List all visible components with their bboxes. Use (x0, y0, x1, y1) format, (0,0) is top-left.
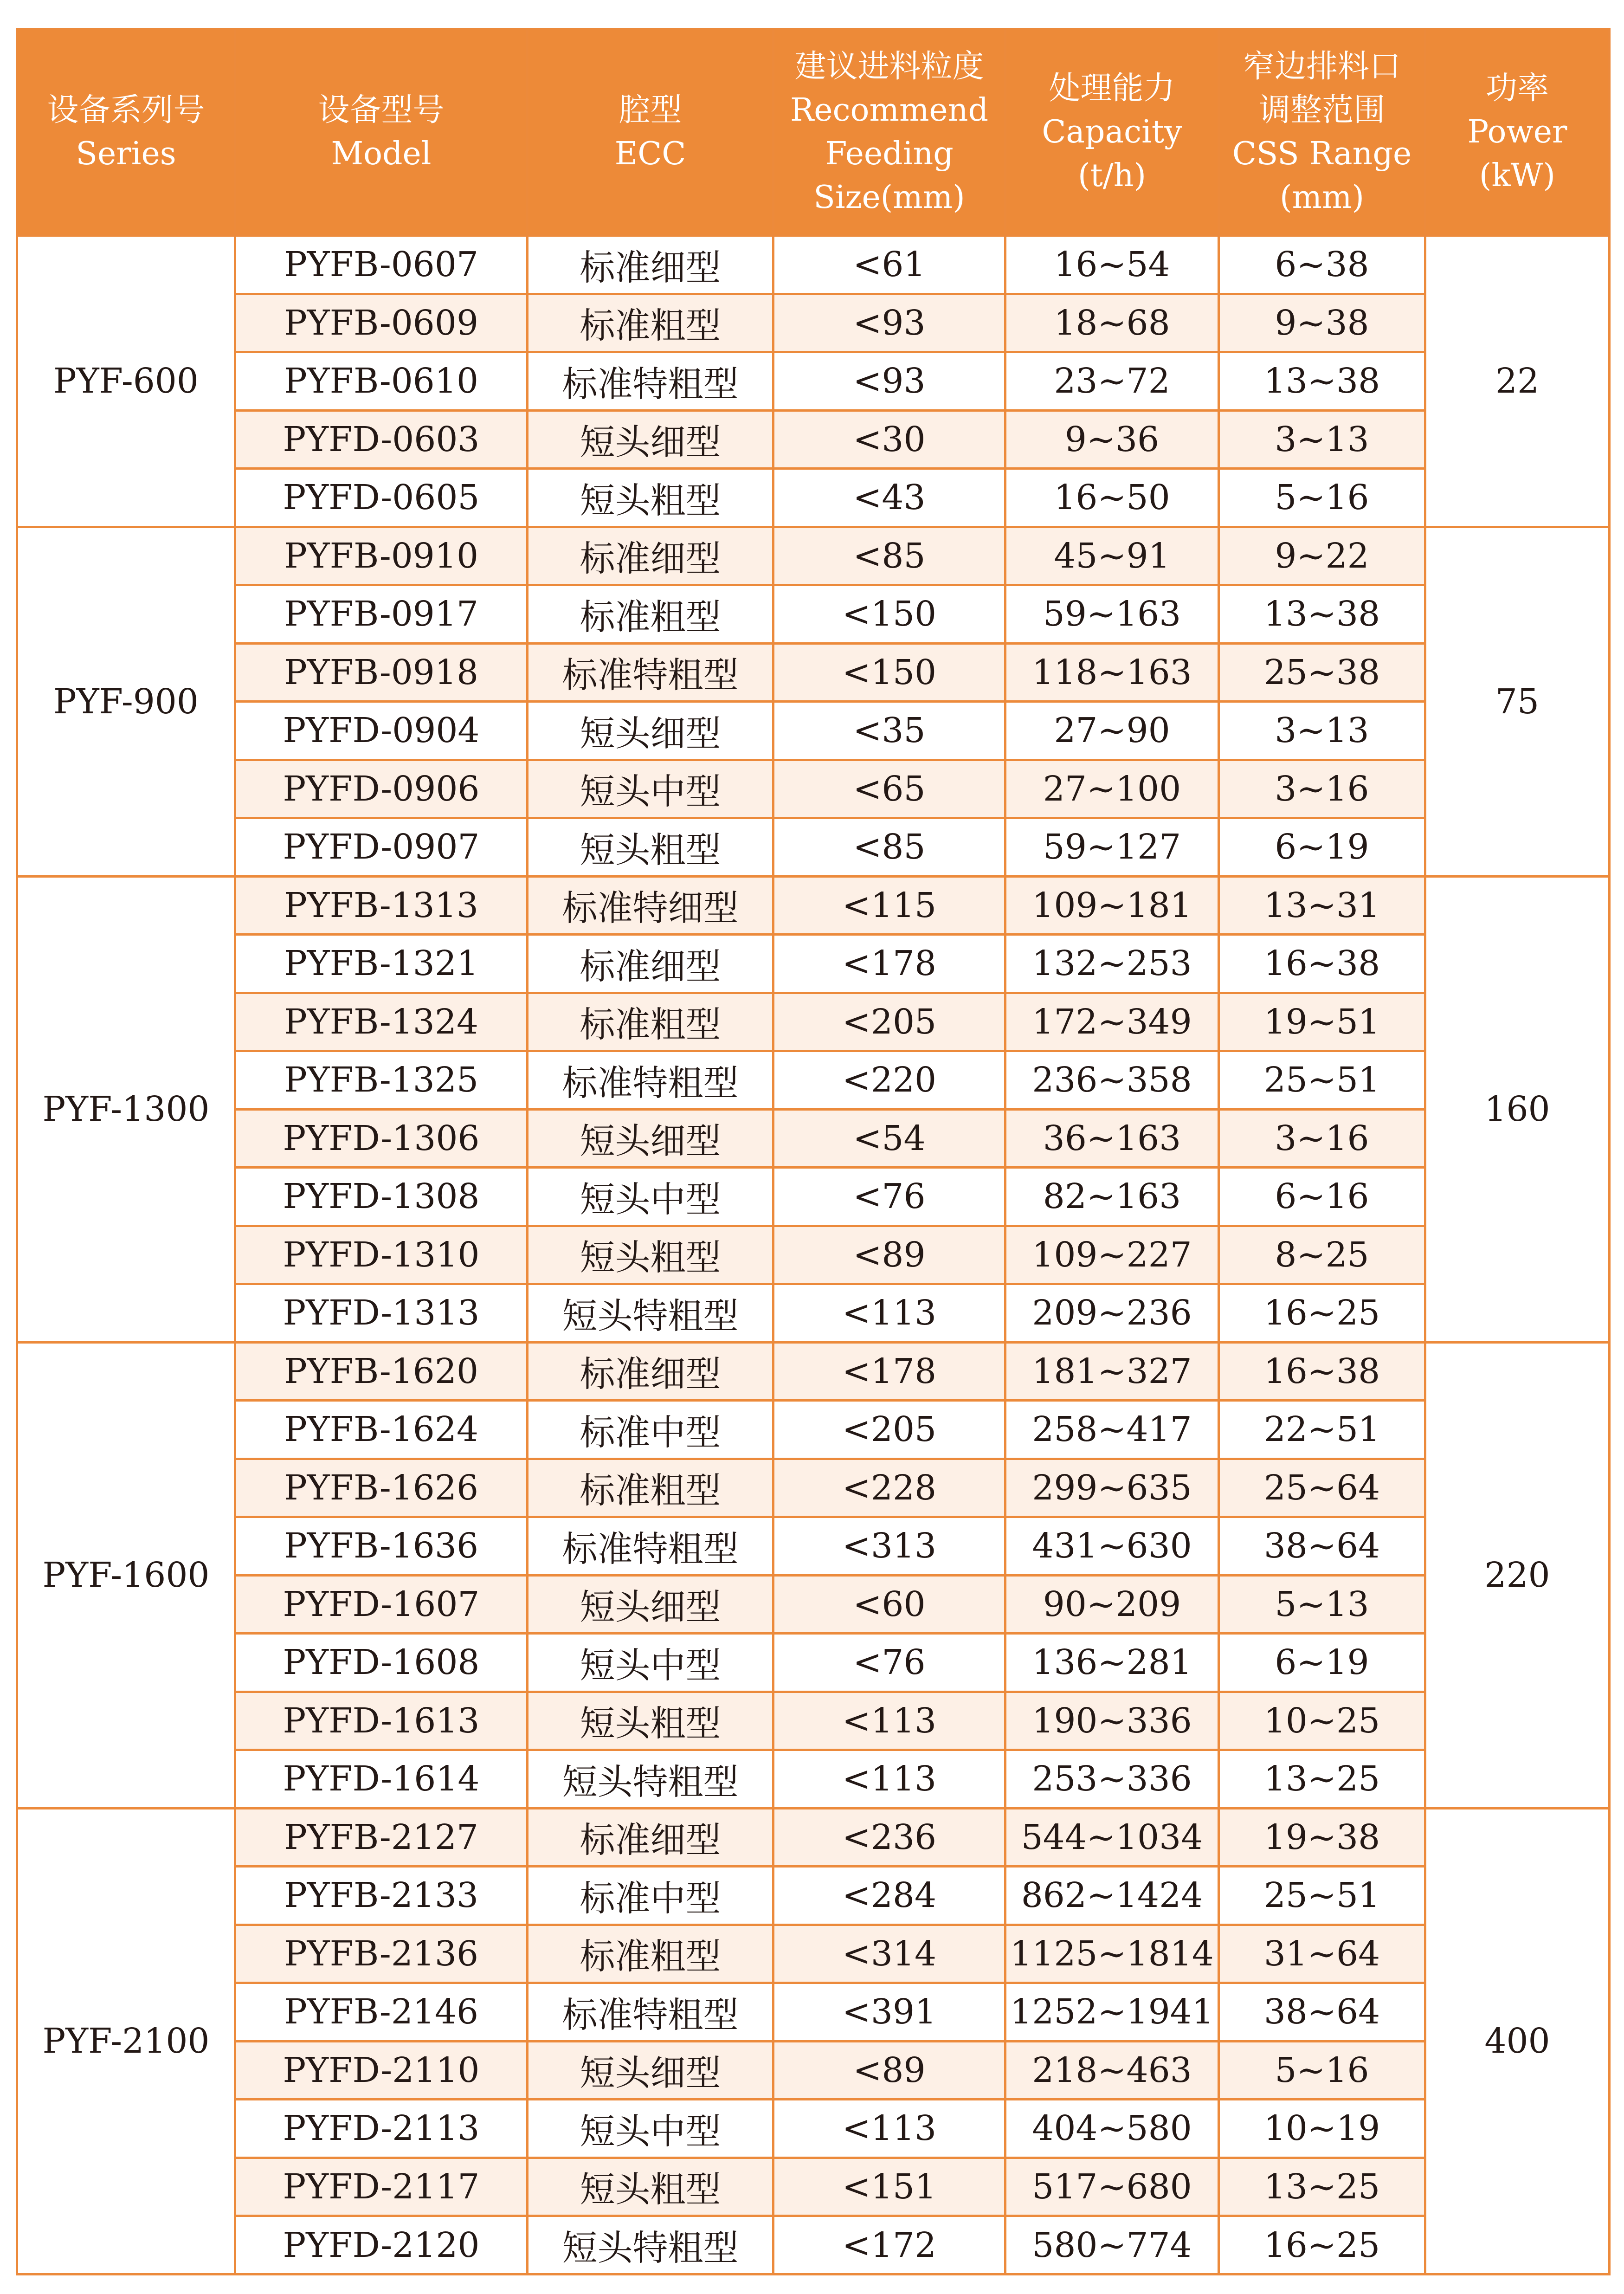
table-row (17, 1051, 1610, 1110)
ecc-cell: 短头粗型 (528, 818, 773, 877)
feed-size-cell: <54 (773, 1109, 1005, 1168)
header-css-zh-2: 调整范围 (1258, 92, 1385, 129)
css-range-cell: 5~13 (1219, 1575, 1425, 1634)
feed-size-cell: <150 (773, 585, 1005, 644)
series-cell: PYF-600 (17, 236, 235, 527)
feed-size-cell: <391 (773, 1983, 1005, 2042)
ecc-cell: 短头特粗型 (528, 1284, 773, 1343)
ecc-cell: 短头粗型 (528, 1226, 773, 1284)
capacity-cell: 16~54 (1005, 236, 1219, 294)
css-range-cell: 5~16 (1219, 2041, 1425, 2100)
css-range-cell: 25~64 (1219, 1459, 1425, 1517)
capacity-cell: 258~417 (1005, 1401, 1219, 1459)
table-row (17, 1168, 1610, 1226)
feed-size-cell: <85 (773, 527, 1005, 585)
ecc-cell: 短头细型 (528, 702, 773, 760)
capacity-cell: 132~253 (1005, 935, 1219, 993)
ecc-cell: 标准粗型 (528, 993, 773, 1051)
header-capacity-unit: (t/h) (1077, 157, 1147, 194)
table-row (17, 236, 1610, 294)
feed-size-cell: <113 (773, 1750, 1005, 1809)
model-cell: PYFD-1613 (235, 1692, 528, 1750)
css-range-cell: 6~16 (1219, 1168, 1425, 1226)
css-range-cell: 25~51 (1219, 1867, 1425, 1925)
ecc-cell: 标准粗型 (528, 1459, 773, 1517)
css-range-cell: 10~19 (1219, 2100, 1425, 2158)
css-range-cell: 16~25 (1219, 2216, 1425, 2275)
ecc-cell: 短头粗型 (528, 1692, 773, 1750)
ecc-cell: 标准中型 (528, 1401, 773, 1459)
series-cell: PYF-1300 (17, 876, 235, 1342)
model-cell: PYFD-1306 (235, 1109, 528, 1168)
header-capacity-zh: 处理能力 (1049, 70, 1175, 107)
header-feed-en-3: Size(mm) (813, 179, 965, 216)
model-cell: PYFB-2136 (235, 1925, 528, 1983)
table-row (17, 1401, 1610, 1459)
ecc-cell: 标准特粗型 (528, 1517, 773, 1576)
ecc-cell: 短头中型 (528, 2100, 773, 2158)
model-cell: PYFD-1608 (235, 1634, 528, 1692)
css-range-cell: 38~64 (1219, 1517, 1425, 1576)
css-range-cell: 16~25 (1219, 1284, 1425, 1343)
model-cell: PYFB-0910 (235, 527, 528, 585)
table-row (17, 527, 1610, 585)
table-row (17, 352, 1610, 411)
table-row (17, 643, 1610, 702)
ecc-cell: 短头细型 (528, 2041, 773, 2100)
series-cell: PYF-900 (17, 527, 235, 876)
ecc-cell: 短头细型 (528, 1109, 773, 1168)
css-range-cell: 3~16 (1219, 760, 1425, 818)
css-range-cell: 3~16 (1219, 1109, 1425, 1168)
table-row (17, 1459, 1610, 1517)
header-ecc-en: ECC (614, 136, 686, 172)
ecc-cell: 标准细型 (528, 236, 773, 294)
capacity-cell: 59~127 (1005, 818, 1219, 877)
feed-size-cell: <205 (773, 993, 1005, 1051)
feed-size-cell: <30 (773, 410, 1005, 469)
header-model (235, 29, 528, 236)
header-css-en: CSS Range (1232, 136, 1412, 172)
ecc-cell: 短头细型 (528, 1575, 773, 1634)
ecc-cell: 标准特粗型 (528, 1051, 773, 1110)
ecc-cell: 标准粗型 (528, 1925, 773, 1983)
header-row (17, 29, 1610, 236)
ecc-cell: 短头中型 (528, 1634, 773, 1692)
feed-size-cell: <76 (773, 1168, 1005, 1226)
table-row (17, 1750, 1610, 1809)
ecc-cell: 短头细型 (528, 410, 773, 469)
model-cell: PYFB-1324 (235, 993, 528, 1051)
power-cell: 75 (1425, 527, 1610, 876)
table-row (17, 1575, 1610, 1634)
css-range-cell: 3~13 (1219, 702, 1425, 760)
header-series (17, 29, 235, 236)
capacity-cell: 109~181 (1005, 876, 1219, 935)
ecc-cell: 标准细型 (528, 527, 773, 585)
css-range-cell: 16~38 (1219, 935, 1425, 993)
header-power-unit: (kW) (1479, 157, 1556, 194)
css-range-cell: 13~25 (1219, 1750, 1425, 1809)
feed-size-cell: <172 (773, 2216, 1005, 2275)
table-row (17, 585, 1610, 644)
capacity-cell: 431~630 (1005, 1517, 1219, 1576)
css-range-cell: 13~25 (1219, 2158, 1425, 2216)
css-range-cell: 10~25 (1219, 1692, 1425, 1750)
css-range-cell: 6~19 (1219, 818, 1425, 877)
feed-size-cell: <60 (773, 1575, 1005, 1634)
ecc-cell: 标准粗型 (528, 294, 773, 352)
capacity-cell: 181~327 (1005, 1342, 1219, 1401)
css-range-cell: 9~22 (1219, 527, 1425, 585)
css-range-cell: 31~64 (1219, 1925, 1425, 1983)
feed-size-cell: <314 (773, 1925, 1005, 1983)
feed-size-cell: <113 (773, 1692, 1005, 1750)
model-cell: PYFD-0907 (235, 818, 528, 877)
css-range-cell: 3~13 (1219, 410, 1425, 469)
table-row (17, 1808, 1610, 1867)
model-cell: PYFB-1321 (235, 935, 528, 993)
capacity-cell: 580~774 (1005, 2216, 1219, 2275)
capacity-cell: 517~680 (1005, 2158, 1219, 2216)
header-feed-size (773, 29, 1005, 236)
feed-size-cell: <205 (773, 1401, 1005, 1459)
table-header (17, 29, 1610, 236)
feed-size-cell: <43 (773, 469, 1005, 527)
capacity-cell: 253~336 (1005, 1750, 1219, 1809)
feed-size-cell: <113 (773, 2100, 1005, 2158)
feed-size-cell: <76 (773, 1634, 1005, 1692)
capacity-cell: 27~100 (1005, 760, 1219, 818)
header-power-en: Power (1467, 114, 1567, 150)
table-row (17, 876, 1610, 935)
css-range-cell: 13~38 (1219, 352, 1425, 411)
table-row (17, 2216, 1610, 2275)
ecc-cell: 标准特细型 (528, 876, 773, 935)
ecc-cell: 标准特粗型 (528, 1983, 773, 2042)
capacity-cell: 299~635 (1005, 1459, 1219, 1517)
header-css-range (1219, 29, 1425, 236)
model-cell: PYFB-0609 (235, 294, 528, 352)
model-cell: PYFD-1607 (235, 1575, 528, 1634)
model-cell: PYFB-1325 (235, 1051, 528, 1110)
header-css-zh-1: 窄边排料口 (1243, 48, 1401, 85)
model-cell: PYFD-1313 (235, 1284, 528, 1343)
power-cell: 400 (1425, 1808, 1610, 2275)
ecc-cell: 短头中型 (528, 1168, 773, 1226)
table-row (17, 1517, 1610, 1576)
capacity-cell: 136~281 (1005, 1634, 1219, 1692)
feed-size-cell: <85 (773, 818, 1005, 877)
header-feed-en-1: Recommend (790, 92, 988, 129)
capacity-cell: 404~580 (1005, 2100, 1219, 2158)
capacity-cell: 18~68 (1005, 294, 1219, 352)
feed-size-cell: <89 (773, 2041, 1005, 2100)
css-range-cell: 16~38 (1219, 1342, 1425, 1401)
model-cell: PYFB-0607 (235, 236, 528, 294)
power-cell: 220 (1425, 1342, 1610, 1808)
capacity-cell: 45~91 (1005, 527, 1219, 585)
capacity-cell: 172~349 (1005, 993, 1219, 1051)
table-row (17, 2158, 1610, 2216)
header-power-zh: 功率 (1485, 70, 1549, 107)
header-model-en: Model (331, 136, 432, 172)
css-range-cell: 5~16 (1219, 469, 1425, 527)
feed-size-cell: <93 (773, 294, 1005, 352)
capacity-cell: 862~1424 (1005, 1867, 1219, 1925)
model-cell: PYFD-2113 (235, 2100, 528, 2158)
model-cell: PYFB-0918 (235, 643, 528, 702)
model-cell: PYFB-1636 (235, 1517, 528, 1576)
ecc-cell: 短头特粗型 (528, 1750, 773, 1809)
model-cell: PYFB-1620 (235, 1342, 528, 1401)
capacity-cell: 1252~1941 (1005, 1983, 1219, 2042)
feed-size-cell: <284 (773, 1867, 1005, 1925)
table-row (17, 2100, 1610, 2158)
ecc-cell: 短头特粗型 (528, 2216, 773, 2275)
header-series-zh: 设备系列号 (47, 92, 205, 129)
model-cell: PYFD-1310 (235, 1226, 528, 1284)
css-range-cell: 19~51 (1219, 993, 1425, 1051)
capacity-cell: 23~72 (1005, 352, 1219, 411)
feed-size-cell: <313 (773, 1517, 1005, 1576)
ecc-cell: 标准细型 (528, 1808, 773, 1867)
model-cell: PYFB-1626 (235, 1459, 528, 1517)
table-row (17, 410, 1610, 469)
table-row (17, 1983, 1610, 2042)
table-row (17, 1634, 1610, 1692)
ecc-cell: 标准中型 (528, 1867, 773, 1925)
ecc-cell: 标准特粗型 (528, 643, 773, 702)
header-capacity (1005, 29, 1219, 236)
header-feed-en-2: Feeding (825, 136, 954, 172)
header-power (1425, 29, 1610, 236)
ecc-cell: 标准细型 (528, 935, 773, 993)
feed-size-cell: <236 (773, 1808, 1005, 1867)
feed-size-cell: <178 (773, 1342, 1005, 1401)
table-row (17, 935, 1610, 993)
capacity-cell: 544~1034 (1005, 1808, 1219, 1867)
model-cell: PYFD-0605 (235, 469, 528, 527)
capacity-cell: 118~163 (1005, 643, 1219, 702)
model-cell: PYFB-2127 (235, 1808, 528, 1867)
model-cell: PYFD-1308 (235, 1168, 528, 1226)
feed-size-cell: <115 (773, 876, 1005, 935)
css-range-cell: 13~38 (1219, 585, 1425, 644)
model-cell: PYFD-1614 (235, 1750, 528, 1809)
feed-size-cell: <228 (773, 1459, 1005, 1517)
table-row (17, 993, 1610, 1051)
table-row (17, 2041, 1610, 2100)
table-row (17, 1284, 1610, 1343)
series-cell: PYF-2100 (17, 1808, 235, 2275)
css-range-cell: 25~51 (1219, 1051, 1425, 1110)
css-range-cell: 22~51 (1219, 1401, 1425, 1459)
feed-size-cell: <89 (773, 1226, 1005, 1284)
capacity-cell: 16~50 (1005, 469, 1219, 527)
capacity-cell: 27~90 (1005, 702, 1219, 760)
table-row (17, 1109, 1610, 1168)
css-range-cell: 13~31 (1219, 876, 1425, 935)
table-row (17, 760, 1610, 818)
model-cell: PYFD-2120 (235, 2216, 528, 2275)
table-row (17, 294, 1610, 352)
feed-size-cell: <93 (773, 352, 1005, 411)
capacity-cell: 82~163 (1005, 1168, 1219, 1226)
ecc-cell: 短头中型 (528, 760, 773, 818)
css-range-cell: 8~25 (1219, 1226, 1425, 1284)
ecc-cell: 标准细型 (528, 1342, 773, 1401)
table-row (17, 818, 1610, 877)
header-series-en: Series (76, 136, 176, 172)
table-row (17, 1226, 1610, 1284)
capacity-cell: 109~227 (1005, 1226, 1219, 1284)
power-cell: 22 (1425, 236, 1610, 527)
header-feed-zh: 建议进料粒度 (794, 48, 984, 85)
capacity-cell: 1125~1814 (1005, 1925, 1219, 1983)
table-body (17, 236, 1610, 2275)
model-cell: PYFB-1624 (235, 1401, 528, 1459)
feed-size-cell: <220 (773, 1051, 1005, 1110)
capacity-cell: 59~163 (1005, 585, 1219, 644)
model-cell: PYFB-2146 (235, 1983, 528, 2042)
model-cell: PYFD-0603 (235, 410, 528, 469)
ecc-cell: 短头粗型 (528, 469, 773, 527)
css-range-cell: 6~38 (1219, 236, 1425, 294)
feed-size-cell: <35 (773, 702, 1005, 760)
series-cell: PYF-1600 (17, 1342, 235, 1808)
header-ecc-zh: 腔型 (619, 92, 682, 129)
table-row (17, 1342, 1610, 1401)
model-cell: PYFD-0906 (235, 760, 528, 818)
table-row (17, 702, 1610, 760)
capacity-cell: 218~463 (1005, 2041, 1219, 2100)
capacity-cell: 236~358 (1005, 1051, 1219, 1110)
feed-size-cell: <178 (773, 935, 1005, 993)
header-model-zh: 设备型号 (318, 92, 445, 129)
css-range-cell: 25~38 (1219, 643, 1425, 702)
model-cell: PYFB-0917 (235, 585, 528, 644)
model-cell: PYFD-2117 (235, 2158, 528, 2216)
spec-table (16, 28, 1611, 2275)
table-row (17, 1867, 1610, 1925)
ecc-cell: 标准特粗型 (528, 352, 773, 411)
capacity-cell: 9~36 (1005, 410, 1219, 469)
capacity-cell: 190~336 (1005, 1692, 1219, 1750)
table-row (17, 1692, 1610, 1750)
model-cell: PYFB-2133 (235, 1867, 528, 1925)
feed-size-cell: <150 (773, 643, 1005, 702)
model-cell: PYFB-0610 (235, 352, 528, 411)
css-range-cell: 9~38 (1219, 294, 1425, 352)
feed-size-cell: <113 (773, 1284, 1005, 1343)
table-row (17, 1925, 1610, 1983)
css-range-cell: 6~19 (1219, 1634, 1425, 1692)
header-capacity-en: Capacity (1042, 114, 1182, 150)
capacity-cell: 90~209 (1005, 1575, 1219, 1634)
table-row (17, 469, 1610, 527)
header-ecc (528, 29, 773, 236)
css-range-cell: 19~38 (1219, 1808, 1425, 1867)
capacity-cell: 36~163 (1005, 1109, 1219, 1168)
capacity-cell: 209~236 (1005, 1284, 1219, 1343)
feed-size-cell: <151 (773, 2158, 1005, 2216)
ecc-cell: 短头粗型 (528, 2158, 773, 2216)
css-range-cell: 38~64 (1219, 1983, 1425, 2042)
header-css-unit: (mm) (1279, 179, 1365, 216)
ecc-cell: 标准粗型 (528, 585, 773, 644)
feed-size-cell: <65 (773, 760, 1005, 818)
model-cell: PYFB-1313 (235, 876, 528, 935)
feed-size-cell: <61 (773, 236, 1005, 294)
power-cell: 160 (1425, 876, 1610, 1342)
model-cell: PYFD-0904 (235, 702, 528, 760)
model-cell: PYFD-2110 (235, 2041, 528, 2100)
